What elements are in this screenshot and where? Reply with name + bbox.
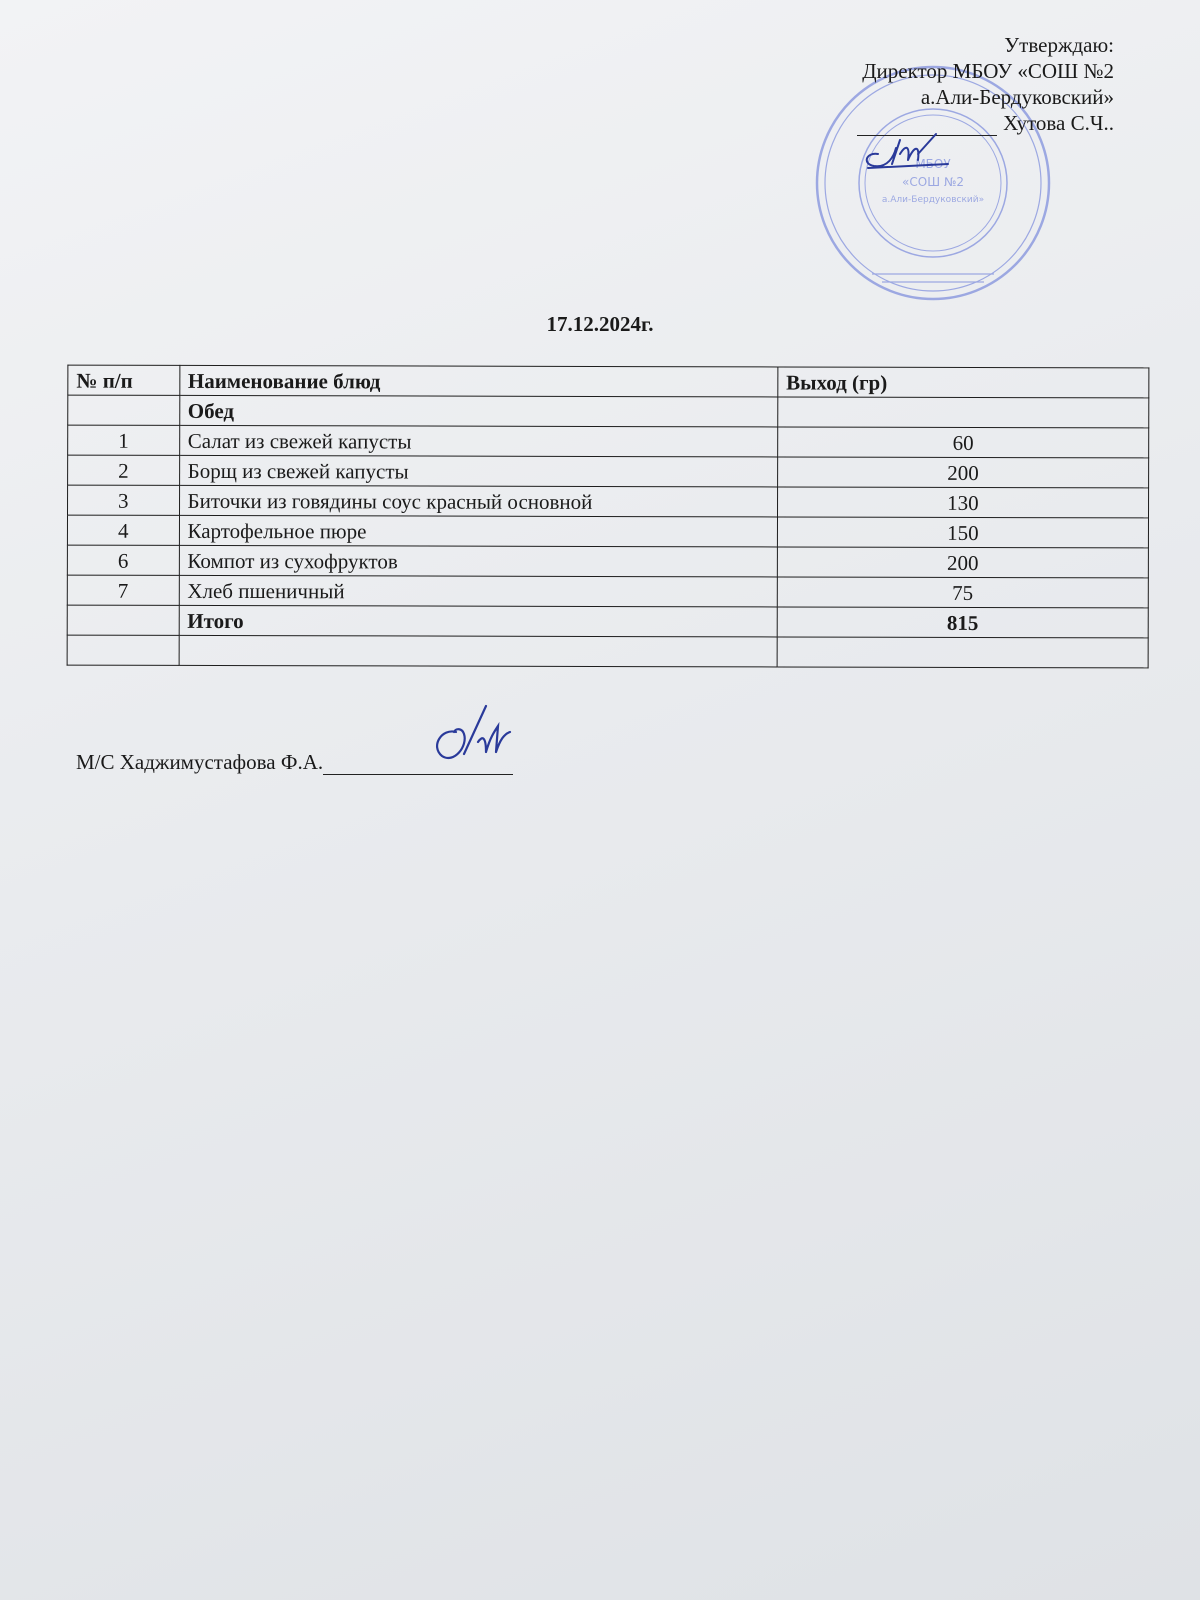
approval-village: а.Али-Бердуковский» [920, 85, 1114, 109]
header-yield: Выход (гр) [778, 367, 1149, 398]
dish-name: Хлеб пшеничный [179, 575, 777, 607]
empty-row [67, 635, 1148, 668]
row-number: 3 [68, 485, 180, 515]
director-signature [848, 124, 958, 174]
nurse-name: М/С Хаджимустафова Ф.А. [76, 750, 324, 774]
dish-name: Картофельное пюре [179, 515, 777, 547]
section-label: Обед [179, 395, 777, 427]
nurse-signature-block [76, 750, 513, 775]
dish-name: Биточки из говядины соус красный основной [179, 485, 777, 517]
approval-position: Директор МБОУ «СОШ №2 [862, 59, 1114, 83]
header-dish-name: Наименование блюд [179, 365, 777, 397]
stamp-center-line2: «СОШ №2 [902, 175, 964, 189]
dish-weight: 200 [777, 547, 1148, 578]
row-number: 4 [67, 515, 179, 545]
table-row [67, 575, 1148, 608]
director-name: Хутова С.Ч.. [1003, 111, 1114, 135]
dish-weight: 130 [777, 487, 1148, 518]
approval-heading: Утверждаю: [1004, 33, 1114, 57]
dish-name: Компот из сухофруктов [179, 545, 777, 577]
row-number: 7 [67, 575, 179, 605]
stamp-center-line1: МБОУ [915, 157, 951, 171]
row-number: 6 [67, 545, 179, 575]
table-row [68, 485, 1149, 518]
table-header-row [68, 365, 1149, 398]
table-row [67, 545, 1148, 578]
dish-weight: 60 [777, 427, 1148, 458]
menu-date: 17.12.2024г. [546, 312, 654, 336]
section-row [68, 395, 1149, 428]
dish-weight: 150 [777, 517, 1148, 548]
approval-block [754, 32, 1114, 136]
dish-weight: 75 [777, 577, 1148, 608]
header-number: № п/п [68, 365, 180, 395]
table-row [67, 515, 1148, 548]
table-row [68, 455, 1149, 488]
total-row [67, 605, 1148, 638]
nurse-signature-line [323, 754, 513, 775]
row-number: 2 [68, 455, 180, 485]
row-number: 1 [68, 425, 180, 455]
total-label: Итого [179, 605, 777, 637]
total-value: 815 [777, 607, 1148, 638]
dish-name: Салат из свежей капусты [179, 425, 777, 457]
menu-table [67, 365, 1150, 669]
dish-name: Борщ из свежей капусты [179, 455, 777, 487]
dish-weight: 200 [777, 457, 1148, 488]
table-row [68, 425, 1149, 458]
stamp-center-line3: а.Али-Бердуковский» [881, 195, 985, 205]
